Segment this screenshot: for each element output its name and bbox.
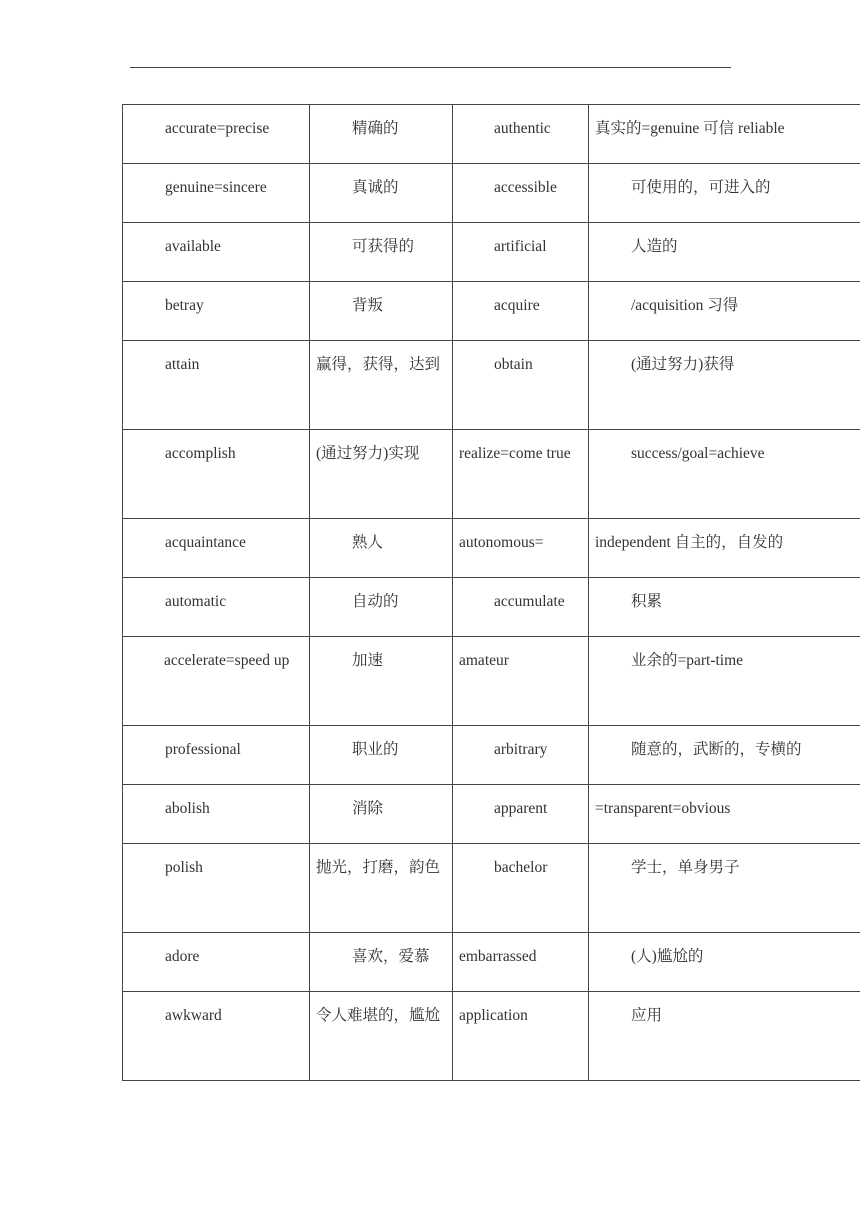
- meaning-cell: 喜欢，爱慕: [352, 948, 430, 965]
- table-row: [123, 282, 860, 341]
- meaning-cell: 应用: [631, 1007, 663, 1024]
- meaning-cell: 赢得，获得，达到: [316, 356, 441, 373]
- table-row: [123, 519, 860, 578]
- meaning-cell: 熟人: [352, 534, 384, 551]
- meaning-cell: 人造的: [631, 238, 678, 255]
- word-cell: accelerate=speed up: [164, 652, 290, 669]
- word-cell: automatic: [165, 593, 227, 610]
- table-row: [123, 341, 860, 430]
- meaning-cell: (通过努力)获得: [631, 356, 735, 373]
- meaning-cell: 自动的: [352, 593, 399, 610]
- word-cell: awkward: [165, 1007, 222, 1024]
- table-row: [123, 430, 860, 519]
- table-row: [123, 844, 860, 933]
- vocabulary-table: [122, 104, 860, 1081]
- word-cell: adore: [165, 948, 200, 965]
- header-rule: [130, 67, 731, 68]
- table-row: [123, 726, 860, 785]
- table-row: [123, 992, 860, 1081]
- meaning-cell: (通过努力)实现: [316, 445, 420, 462]
- word-cell: bachelor: [494, 859, 548, 876]
- word-cell: accumulate: [494, 593, 565, 610]
- meaning-cell: 可使用的，可进入的: [631, 179, 771, 196]
- meaning-cell: 令人难堪的，尴尬: [316, 1007, 441, 1024]
- word-cell: accurate=precise: [165, 120, 270, 137]
- table-row: [123, 164, 860, 223]
- meaning-cell: 学士，单身男子: [631, 859, 740, 876]
- word-cell: apparent: [494, 800, 548, 817]
- word-cell: realize=come true: [459, 445, 571, 462]
- meaning-cell: 业余的=part-time: [631, 652, 744, 669]
- meaning-cell: 随意的，武断的，专横的: [631, 741, 802, 758]
- meaning-cell: 真诚的: [352, 179, 399, 196]
- meaning-cell: /acquisition 习得: [631, 297, 739, 314]
- word-cell: arbitrary: [494, 741, 548, 758]
- word-cell: obtain: [494, 356, 533, 373]
- word-cell: abolish: [165, 800, 210, 817]
- meaning-cell: 消除: [352, 800, 384, 817]
- table-row: [123, 578, 860, 637]
- word-cell: acquire: [494, 297, 540, 314]
- word-cell: embarrassed: [459, 948, 537, 965]
- word-cell: attain: [165, 356, 200, 373]
- meaning-cell: 抛光，打磨，韵色: [316, 859, 441, 876]
- word-cell: autonomous=: [459, 534, 544, 551]
- word-cell: available: [165, 238, 221, 255]
- word-cell: betray: [165, 297, 204, 314]
- meaning-cell: independent 自主的，自发的: [595, 534, 784, 551]
- word-cell: authentic: [494, 120, 551, 137]
- meaning-cell: 真实的=genuine 可信 reliable: [595, 120, 785, 137]
- table-row: [123, 933, 860, 992]
- word-cell: application: [459, 1007, 528, 1024]
- meaning-cell: =transparent=obvious: [595, 800, 731, 817]
- meaning-cell: 加速: [352, 652, 384, 669]
- meaning-cell: 积累: [631, 593, 663, 610]
- table-row: [123, 223, 860, 282]
- word-cell: genuine=sincere: [165, 179, 267, 196]
- meaning-cell: 背叛: [352, 297, 384, 314]
- word-cell: accomplish: [165, 445, 236, 462]
- table-row: [123, 637, 860, 726]
- word-cell: polish: [165, 859, 203, 876]
- meaning-cell: 精确的: [352, 120, 399, 137]
- table-row: [123, 785, 860, 844]
- word-cell: accessible: [494, 179, 557, 196]
- word-cell: artificial: [494, 238, 547, 255]
- word-cell: professional: [165, 741, 241, 758]
- meaning-cell: success/goal=achieve: [631, 445, 765, 462]
- meaning-cell: (人)尴尬的: [631, 948, 704, 965]
- meaning-cell: 可获得的: [352, 238, 415, 255]
- table-row: [123, 105, 860, 164]
- word-cell: acquaintance: [165, 534, 246, 551]
- meaning-cell: 职业的: [352, 741, 399, 758]
- word-cell: amateur: [459, 652, 509, 669]
